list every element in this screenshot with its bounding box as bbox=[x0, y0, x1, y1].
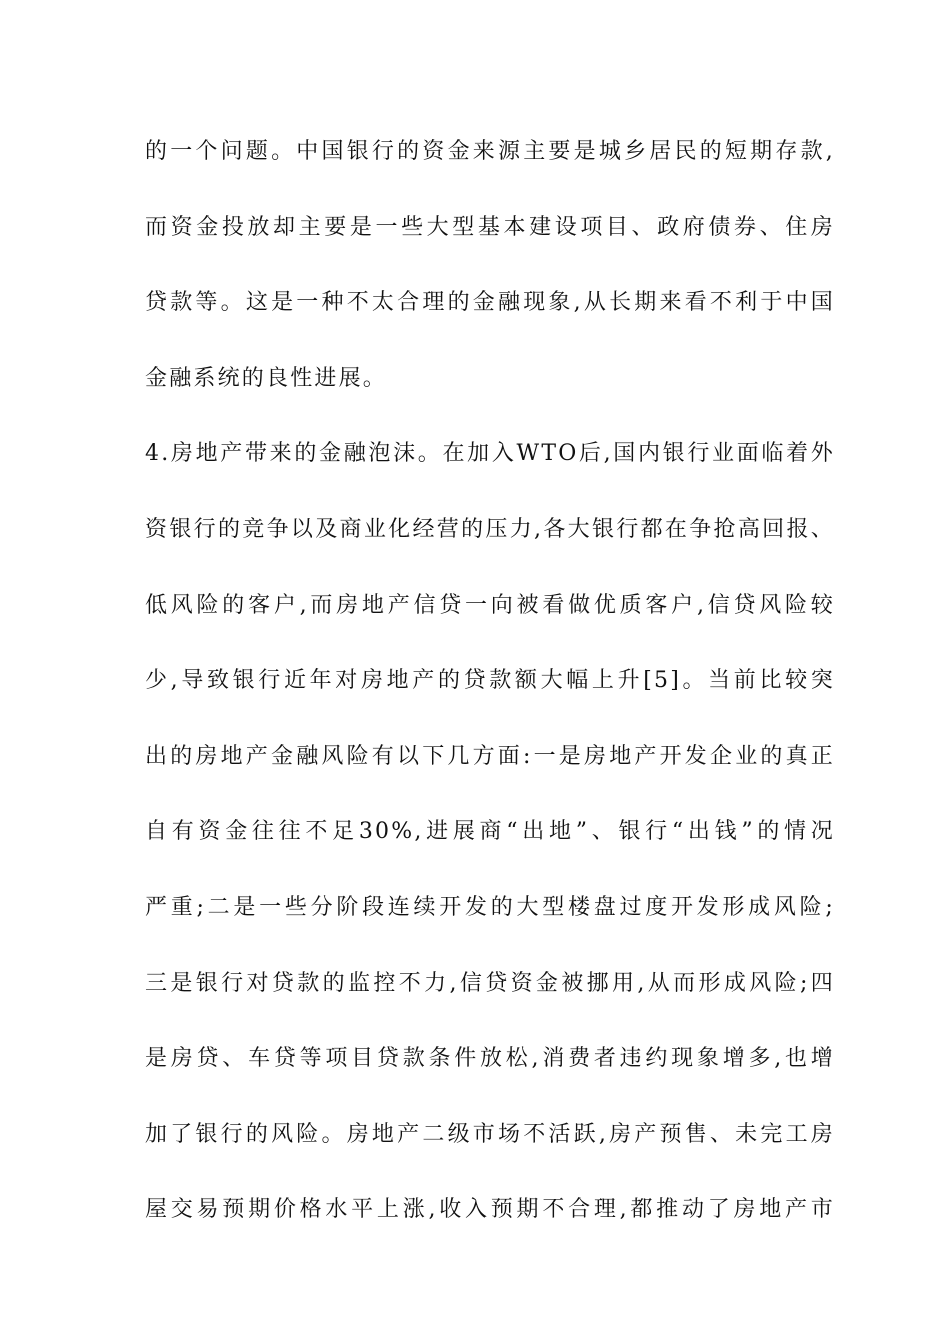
text-line: 严重;二是一些分阶段连续开发的大型楼盘过度开发形成风险; bbox=[145, 894, 835, 920]
body-text bbox=[145, 130, 835, 1264]
text-line: 自有资金往往不足30%,进展商“出地”、银行“出钱”的情况 bbox=[145, 819, 835, 845]
text-line: 是房贷、车贷等项目贷款条件放松,消费者违约现象增多,也增 bbox=[145, 1046, 835, 1072]
text-line: 资银行的竞争以及商业化经营的压力,各大银行都在争抢高回报、 bbox=[145, 516, 835, 542]
text-line: 的一个问题。中国银行的资金来源主要是城乡居民的短期存款, bbox=[145, 139, 835, 164]
text-line: 出的房地产金融风险有以下几方面:一是房地产开发企业的真正 bbox=[145, 743, 835, 769]
text-line: 加了银行的风险。房地产二级市场不活跃,房产预售、未完工房 bbox=[145, 1121, 835, 1147]
text-line: 而资金投放却主要是一些大型基本建设项目、政府债券、住房 bbox=[145, 214, 835, 240]
text-line: 4.房地产带来的金融泡沫。在加入WTO后,国内银行业面临着外 bbox=[145, 441, 835, 467]
text-line: 三是银行对贷款的监控不力,信贷资金被挪用,从而形成风险;四 bbox=[145, 970, 835, 996]
text-line: 低风险的客户,而房地产信贷一向被看做优质客户,信贷风险较 bbox=[145, 592, 835, 618]
text-line: 贷款等。这是一种不太合理的金融现象,从长期来看不利于中国 bbox=[145, 290, 835, 316]
text-line: 金融系统的良性进展。 bbox=[145, 365, 388, 391]
text-line: 少,导致银行近年对房地产的贷款额大幅上升[5]。当前比较突 bbox=[145, 668, 835, 694]
text-line: 屋交易预期价格水平上涨,收入预期不合理,都推动了房地产市 bbox=[145, 1197, 835, 1223]
